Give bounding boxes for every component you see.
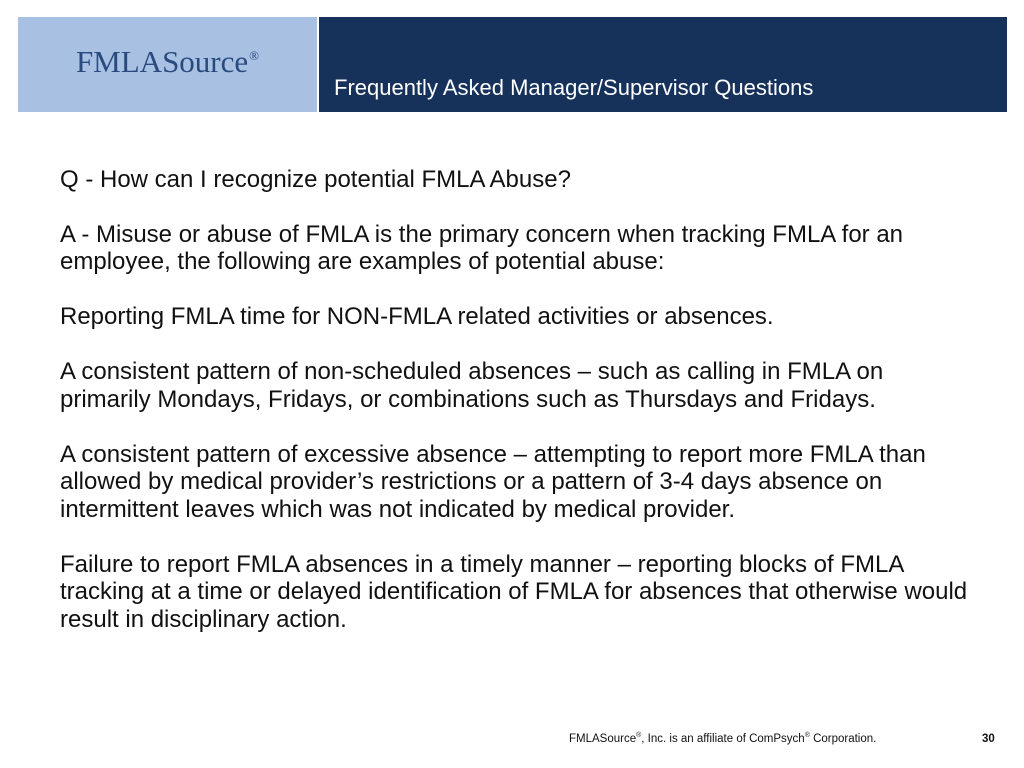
logo-registered-mark: ®: [249, 48, 260, 64]
footer-note: [569, 732, 876, 745]
slide-title: Frequently Asked Manager/Supervisor Questions: [334, 75, 814, 100]
question-text: Q - How can I recognize potential FMLA Abuse?: [60, 166, 571, 193]
answer-text: A - Misuse or abuse of FMLA is the primary concern when tracking FMLA for an employee, the following are examples of potential abuse:: [60, 220, 904, 275]
logo-text: FMLASource: [75, 43, 249, 79]
abuse-example-2: A consistent pattern of non-scheduled absences – such as calling in FMLA on primarily Mondays, Fridays, or combinations such as Thursdays and Fridays.: [60, 358, 884, 413]
footer-mark-1: ®: [636, 732, 642, 739]
page-number: 30: [982, 733, 995, 745]
footer-mark-2: ®: [804, 732, 810, 739]
logo-panel: [18, 17, 319, 112]
slide-header: [18, 17, 1007, 112]
footer-brand: FMLASource: [569, 732, 637, 745]
footer-text-2: Corporation.: [809, 732, 877, 745]
footer-text-1: , Inc. is an affiliate of ComPsych: [641, 732, 805, 745]
title-panel: [319, 17, 1007, 112]
abuse-example-1: Reporting FMLA time for NON-FMLA related activities or absences.: [60, 303, 774, 330]
slide-body: [60, 166, 970, 661]
abuse-example-3: A consistent pattern of excessive absence – attempting to report more FMLA than allowed by medical provider’s restrictions or a pattern of 3-4 days absence on intermittent leaves which was not indicated by medical provider.: [60, 440, 926, 523]
fmlasource-logo: [76, 44, 259, 80]
abuse-example-4: Failure to report FMLA absences in a timely manner – reporting blocks of FMLA tracking at a time or delayed identification of FMLA for absences that otherwise would result in disciplinary action.: [60, 550, 968, 633]
